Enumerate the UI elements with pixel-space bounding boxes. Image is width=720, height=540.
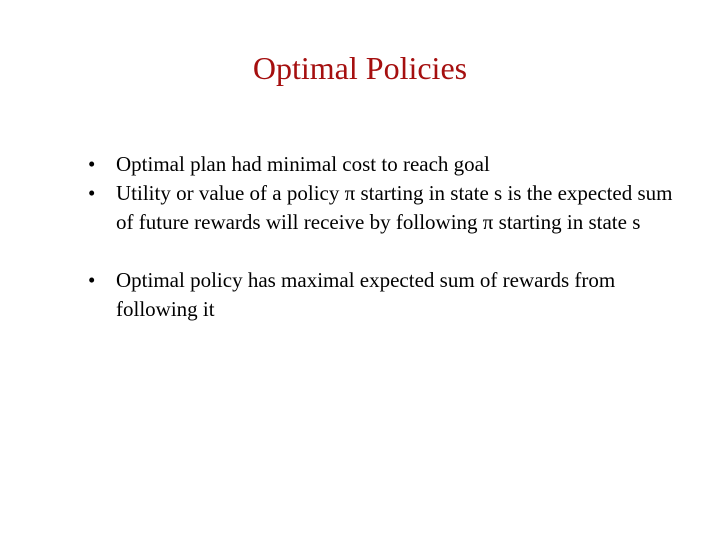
- bullet-marker: •: [88, 152, 96, 176]
- bullet-list: [88, 150, 688, 324]
- bullet-marker: •: [88, 268, 96, 292]
- bullet-item: [88, 266, 688, 324]
- slide-title: Optimal Policies: [252, 50, 468, 86]
- bullet-text: Utility or value of a policy π starting in state s is the expected sum of future rewards will receive by following π starting in state s: [116, 181, 673, 234]
- bullet-item: [88, 150, 688, 179]
- bullet-marker: •: [88, 181, 96, 205]
- bullet-item: [88, 179, 688, 237]
- bullet-text: Optimal policy has maximal expected sum of rewards from following it: [116, 268, 616, 321]
- bullet-spacer: [88, 237, 688, 266]
- bullet-text: Optimal plan had minimal cost to reach goal: [116, 152, 490, 176]
